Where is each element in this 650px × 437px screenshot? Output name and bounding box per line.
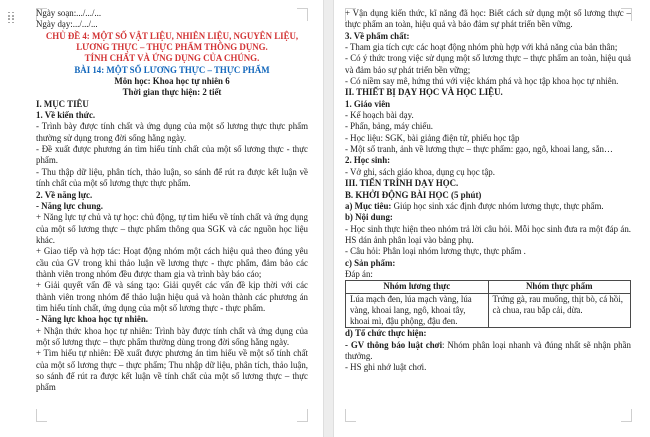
doc-paragraph: + Năng lực tự chủ và tự học: chủ động, tự tìm hiểu về tính chất và ứng dụng của một số lương thực – thực phẩm thông qua SGK và các nguồn học liệu khác. (36, 212, 308, 245)
doc-lead-label: a) Mục tiêu: (345, 200, 392, 211)
answer-table-cell: Lúa mạch đen, lúa mạch vàng, lúa vàng, khoai lang, ngô, khoai tây, khoai mì, đậu phộng, đậu đen. (346, 293, 489, 328)
doc-heading: CHỦ ĐỀ 4: MỘT SỐ VẬT LIỆU, NHIÊN LIỆU, NGUYÊN LIỆU, (45, 30, 299, 41)
doc-paragraph: - Một số tranh, ảnh về lương thực – thực phẩm: gạo, ngô, khoai lang, sắn… (345, 144, 613, 155)
page-gap (323, 0, 334, 437)
doc-heading: c) Sản phẩm: (345, 257, 396, 268)
doc-heading: 3. Về phẩm chất: (345, 30, 410, 41)
doc-paragraph: - Có niềm say mê, hứng thú với việc khám phá và học tập khoa học tự nhiên. (345, 76, 619, 87)
doc-heading: LƯƠNG THỰC – THỰC PHẨM THÔNG DỤNG. (76, 42, 268, 53)
doc-paragraph: - Có ý thức trong việc sử dụng một số lương thực – thực phẩm an toàn, hiệu quả và đảm bảo sự phát triển bền vững; (345, 53, 631, 75)
doc-paragraph: - HS ghi nhớ luật chơi. (345, 362, 427, 373)
doc-heading: B. KHỞI ĐỘNG BÀI HỌC (5 phút) (345, 189, 482, 200)
doc-heading: 2. Về năng lực. (36, 189, 93, 200)
doc-heading: TÍNH CHẤT VÀ ỨNG DỤNG CỦA CHÚNG. (84, 53, 260, 64)
doc-heading: - Năng lực chung. (36, 200, 103, 211)
drag-handle-icon[interactable] (7, 11, 15, 24)
page-right-content (345, 8, 631, 374)
doc-paragraph: - Vở ghi, sách giáo khoa, dụng cụ học tập. (345, 166, 495, 177)
doc-paragraph: Ngày soạn:.../.../... (36, 8, 102, 18)
crop-mark (36, 409, 47, 422)
doc-heading: II. THIẾT BỊ DẠY HỌC VÀ HỌC LIỆU. (345, 87, 503, 98)
doc-paragraph: - Tham gia tích cực các hoạt động nhóm phù hợp với khả năng của bản thân; (345, 42, 618, 53)
answer-table (345, 280, 631, 328)
doc-heading: - Năng lực khoa học tự nhiên. (36, 314, 148, 325)
doc-paragraph: - Trình bày được tính chất và ứng dụng của một số lương thực thực phẩm thường sử dụng trong đời sống hằng ngày. (36, 121, 308, 143)
doc-paragraph: + Giao tiếp và hợp tác: Hoạt động nhóm một cách hiệu quả theo đúng yêu cầu của GV trong khi thảo luận về lương thực - thực phẩm, đảm bảo các thành viên trong nhóm đều được tham gia và trình bày báo cáo; (36, 246, 308, 279)
doc-paragraph: + Nhận thức khoa học tự nhiên: Trình bày được tính chất và ứng dụng của một số lương thực – thực phẩm thường dùng trong đời sống hằng ngày. (36, 325, 308, 347)
answer-table-header: Nhóm thực phẩm (488, 281, 631, 293)
doc-heading: I. MỤC TIÊU (36, 98, 89, 109)
doc-paragraph: + Giải quyết vấn đề và sáng tạo: Giải quyết các vấn đề kịp thời với các thành viên trong nhóm để thảo luận hiệu quả và hoàn thành các phương án tìm hiểu tính chất, ứng dụng của một số lương thực - thực phẩm. (36, 280, 308, 313)
crop-mark (345, 409, 356, 422)
doc-heading: 2. Học sinh: (345, 155, 391, 166)
crop-mark (297, 409, 308, 422)
answer-table-cell: Trứng gà, rau muống, thịt bò, cá hồi, cà chua, rau bắp cải, dừa. (488, 293, 631, 328)
doc-lead-text: : Nhóm phân loại nhanh và đúng nhất sẽ nhận phần thưởng. (345, 339, 631, 362)
doc-paragraph: - Học liệu: SGK, bài giảng điện tử, phiếu học tập (345, 132, 520, 143)
doc-heading: 1. Giáo viên (345, 98, 391, 109)
page-left (0, 0, 323, 437)
crop-mark (621, 409, 632, 422)
doc-heading: III. TIẾN TRÌNH DẠY HỌC. (345, 178, 459, 189)
doc-heading: Thời gian thực hiện: 2 tiết (122, 87, 222, 98)
doc-paragraph: - Câu hỏi: Phân loại nhóm lương thực, thực phẩm . (345, 246, 526, 257)
doc-paragraph: - Học sinh thực hiện theo nhóm trả lời câu hỏi. Mỗi học sinh đưa ra một đáp án. HS dán ảnh phân loại vào bảng phụ. (345, 223, 631, 245)
doc-paragraph: - Đề xuất được phương án tìm hiểu tính chất của một số lương thực - thực phẩm. (36, 144, 308, 166)
doc-heading: BÀI 14: MỘT SỐ LƯƠNG THỰC – THỰC PHẨM (74, 64, 270, 75)
doc-paragraph: + Vận dụng kiến thức, kĩ năng đã học: Biết cách sử dụng một số lương thực – thực phẩm an toàn, hiệu quả và bảo đảm sự phát triển bền vững. (345, 8, 631, 30)
answer-table-header: Nhóm lương thực (346, 281, 489, 293)
doc-heading: d) Tổ chức thực hiện: (345, 328, 427, 339)
doc-heading: 1. Về kiến thức. (36, 110, 96, 121)
doc-lead-text: Giúp học sinh xác định được nhóm lương thực, thực phẩm. (391, 200, 604, 211)
doc-lead-label: - GV thông báo luật chơi (345, 339, 443, 350)
doc-paragraph: - Thu thập dữ liệu, phân tích, thảo luận, so sánh để rút ra được kết luận về tính chất của một số lương thực thực phẩm. (36, 166, 308, 189)
doc-paragraph: Ngày dạy:.../.../... (36, 19, 98, 30)
page-left-content (36, 8, 308, 394)
doc-paragraph: Đáp án: (345, 268, 373, 279)
doc-paragraph (345, 201, 631, 212)
doc-paragraph: + Tìm hiểu tự nhiên: Đề xuất được phương án tìm hiểu về một số tính chất của một số lương thực – thực phẩm; Thu nhập dữ liệu, phân tích, thảo luận, so sánh để rút ra được kết luận về tính chất của một số lương thực – thực phẩm (36, 348, 308, 393)
doc-paragraph: - Phấn, bảng, máy chiếu. (345, 121, 433, 132)
doc-heading: b) Nội dung: (345, 212, 393, 223)
doc-paragraph (345, 340, 631, 363)
doc-paragraph: - Kế hoạch bài dạy. (345, 110, 414, 121)
page-right (334, 0, 650, 437)
doc-heading: Môn học: Khoa học tự nhiên 6 (114, 76, 230, 87)
